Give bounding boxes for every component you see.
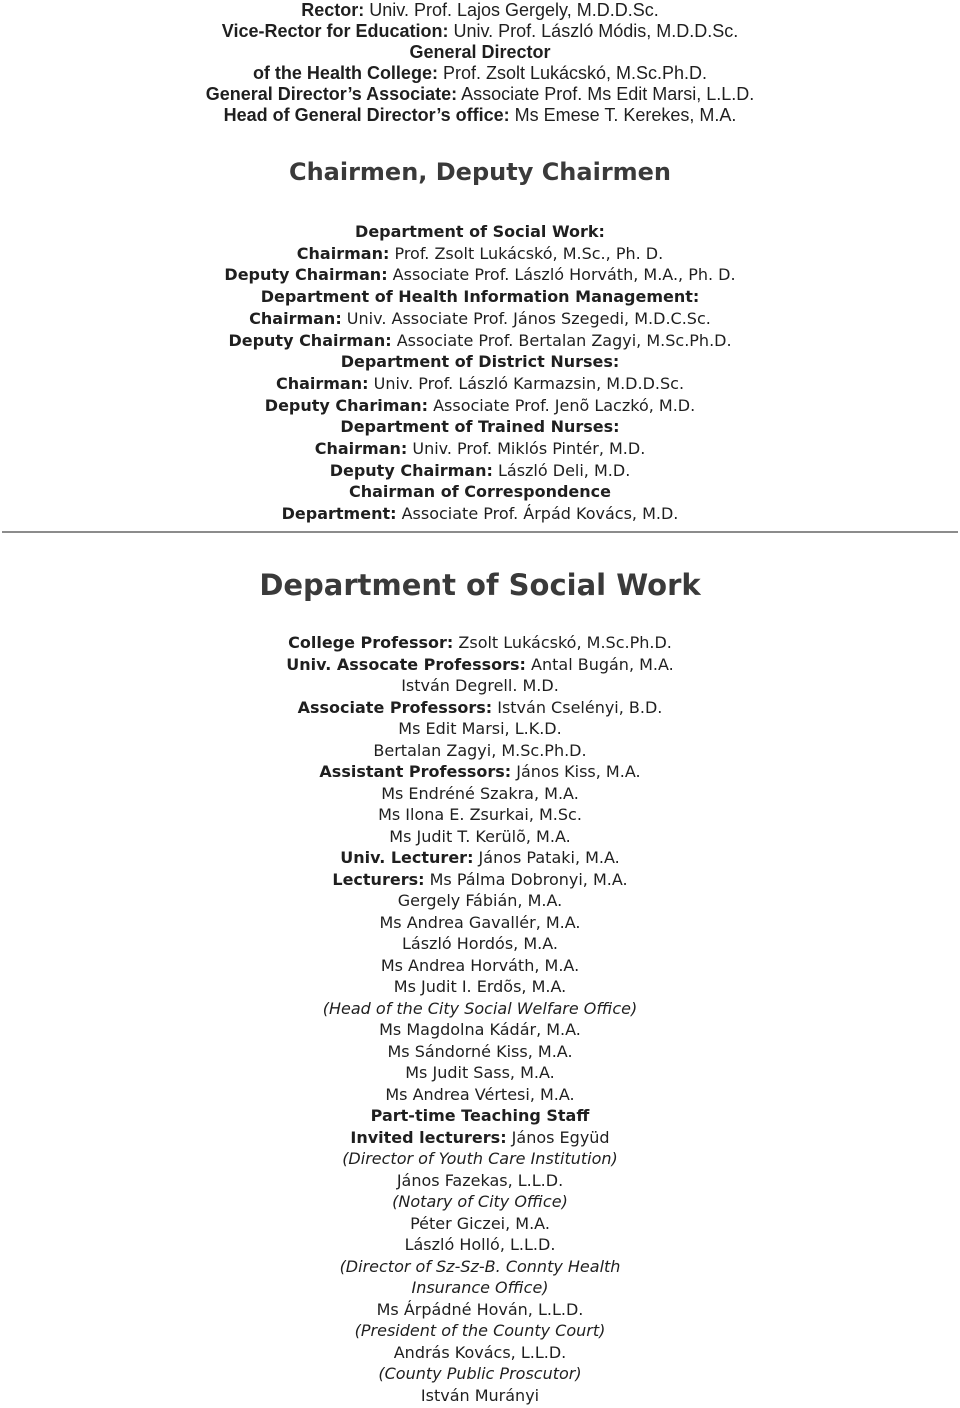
- chairmen-line-text: Univ. Associate Prof. János Szegedi, M.D.C.Sc.: [341, 308, 711, 328]
- staff-line-label: Assistant Professors:: [319, 762, 512, 781]
- admin-line-text: Prof. Zsolt Lukácskó, M.Sc.Ph.D.: [437, 63, 708, 83]
- staff-line: [0, 912, 960, 934]
- staff-line: [0, 976, 960, 998]
- chairmen-line: [0, 503, 960, 525]
- admin-line-text: Associate Prof. Ms Edit Marsi, L.L.D.: [457, 84, 755, 104]
- staff-line-text: Antal Bugán, M.A.: [525, 654, 674, 674]
- staff-line: [0, 1277, 960, 1299]
- chairmen-line: [0, 264, 960, 286]
- staff-line-text: Ms Ilona E. Zsurkai, M.Sc.: [378, 805, 582, 824]
- staff-line: [0, 1105, 960, 1127]
- chairmen-line: [0, 351, 960, 373]
- admin-line-text: Univ. Prof. László Módis, M.D.D.Sc.: [448, 21, 739, 41]
- staff-line-text: István Cselényi, B.D.: [492, 697, 663, 717]
- department-title: Department of Social Work: [259, 568, 701, 602]
- staff-line: [0, 1148, 960, 1170]
- staff-line-text: László Hordós, M.A.: [402, 934, 558, 953]
- chairmen-line-label: Deputy Chairman:: [329, 460, 493, 480]
- chairmen-line-text: Associate Prof. Árpád Kovács, M.D.: [396, 504, 679, 524]
- chairmen-line-label: Department of Trained Nurses:: [340, 417, 620, 437]
- staff-line-text: Ms Judit I. Erdõs, M.A.: [393, 977, 567, 996]
- staff-line: [0, 826, 960, 848]
- chairmen-line-text: Univ. Prof. Miklós Pintér, M.D.: [407, 439, 646, 459]
- staff-line: [0, 783, 960, 805]
- chairmen-line: [0, 460, 960, 482]
- admin-line-text: Ms Emese T. Kerekes, M.A.: [509, 105, 737, 125]
- staff-line-note: (Notary of City Office): [392, 1192, 568, 1211]
- staff-line: [0, 740, 960, 762]
- staff-line-text: Ms Endréné Szakra, M.A.: [381, 783, 579, 803]
- admin-line: [0, 105, 960, 126]
- staff-line-text: Ms Pálma Dobronyi, M.A.: [424, 869, 628, 889]
- staff-line-note: (Director of Youth Care Institution): [342, 1149, 618, 1168]
- staff-line-note: (Head of the City Social Welfare Office): [322, 998, 638, 1018]
- staff-line-note: Insurance Office): [411, 1278, 549, 1297]
- chairmen-line-label: Department of Social Work:: [355, 222, 605, 241]
- admin-line-label: of the Health College:: [252, 63, 438, 83]
- admin-line: [0, 21, 960, 42]
- staff-line-note: (Director of Sz-Sz-B. Connty Health: [339, 1256, 621, 1276]
- staff-line-text: Ms Andrea Gavallér, M.A.: [379, 912, 581, 932]
- chairmen-line-text: Prof. Zsolt Lukácskó, M.Sc., Ph. D.: [389, 243, 664, 263]
- staff-line-text: István Murányi: [420, 1385, 540, 1405]
- chairmen-line-label: Deputy Chariman:: [264, 395, 428, 415]
- staff-line-text: Ms Sándorné Kiss, M.A.: [387, 1041, 573, 1061]
- chairmen-line-text: Univ. Prof. László Karmazsin, M.D.D.Sc.: [368, 373, 685, 393]
- staff-line: [0, 675, 960, 697]
- chairmen-line-label: Department of Health Information Management:: [260, 287, 700, 307]
- chairmen-line: [0, 286, 960, 308]
- chairmen-line-text: Associate Prof. Bertalan Zagyi, M.Sc.Ph.D.: [391, 330, 732, 350]
- staff-line-label: Associate Professors:: [297, 697, 493, 717]
- chairmen-line: [0, 416, 960, 438]
- chairmen-line-text: Associate Prof. László Horváth, M.A., Ph. D.: [387, 265, 736, 285]
- staff-line-text: Ms Judit T. Kerülõ, M.A.: [389, 826, 571, 846]
- staff-line: [0, 1127, 960, 1149]
- staff-line: [0, 1019, 960, 1041]
- admin-line: [0, 84, 960, 105]
- staff-line-label: College Professor:: [288, 633, 454, 652]
- staff-line: [0, 1385, 960, 1407]
- chairmen-list: [0, 221, 960, 525]
- staff-line-text: Ms Árpádné Hován, L.L.D.: [376, 1299, 584, 1319]
- staff-line: [0, 933, 960, 955]
- chairmen-line: [0, 221, 960, 243]
- staff-line-label: Lecturers:: [332, 869, 425, 889]
- staff-line: [0, 1041, 960, 1063]
- admin-line: [0, 63, 960, 84]
- staff-line-text: János Pataki, M.A.: [473, 848, 620, 867]
- staff-line-text: Ms Andrea Vértesi, M.A.: [385, 1084, 575, 1104]
- staff-line: [0, 1084, 960, 1106]
- admin-line-label: Vice-Rector for Education:: [221, 21, 449, 41]
- chairmen-line: [0, 330, 960, 352]
- staff-line: [0, 1191, 960, 1213]
- staff-line-text: István Degrell. M.D.: [401, 676, 559, 695]
- staff-line-text: Péter Giczei, M.A.: [410, 1213, 550, 1233]
- staff-line: [0, 847, 960, 869]
- chairmen-line: [0, 395, 960, 417]
- staff-line: [0, 804, 960, 826]
- staff-line: [0, 1342, 960, 1364]
- chairmen-line: [0, 481, 960, 503]
- staff-list: [0, 632, 960, 1406]
- chairmen-line-label: Chairman:: [296, 243, 390, 263]
- chairmen-line-text: Associate Prof. Jenõ Laczkó, M.D.: [427, 395, 696, 415]
- chairmen-line: [0, 243, 960, 265]
- staff-line: [0, 1320, 960, 1342]
- staff-line-text: Ms Edit Marsi, L.K.D.: [398, 719, 562, 738]
- staff-line-text: Bertalan Zagyi, M.Sc.Ph.D.: [373, 740, 587, 760]
- staff-line: [0, 1363, 960, 1385]
- chairmen-line: [0, 438, 960, 460]
- staff-line-text: János Fazekas, L.L.D.: [396, 1170, 564, 1190]
- staff-line: [0, 998, 960, 1020]
- staff-line-text: András Kovács, L.L.D.: [393, 1342, 567, 1362]
- staff-line: [0, 890, 960, 912]
- admin-line-label: Head of General Director’s office:: [223, 105, 510, 125]
- staff-line-label: Univ. Assocate Professors:: [286, 654, 526, 674]
- administration-list: [0, 0, 960, 126]
- staff-line: [0, 1256, 960, 1278]
- staff-line-note: (County Public Proscutor): [378, 1364, 582, 1383]
- staff-line-label: Univ. Lecturer:: [340, 848, 474, 867]
- admin-line-label: Rector:: [301, 0, 365, 20]
- chairmen-line-label: Deputy Chairman:: [224, 265, 388, 285]
- chairmen-line-label: Chairman:: [314, 439, 408, 459]
- chairmen-line-label: Chairman:: [275, 373, 369, 393]
- staff-line: [0, 1170, 960, 1192]
- staff-line-text: Ms Magdolna Kádár, M.A.: [379, 1020, 581, 1039]
- staff-line: [0, 697, 960, 719]
- staff-line: [0, 1234, 960, 1256]
- admin-line: [0, 42, 960, 63]
- admin-line: [0, 0, 960, 21]
- chairmen-line-label: Chairman:: [249, 308, 342, 328]
- staff-line-label: Part-time Teaching Staff: [370, 1106, 590, 1125]
- staff-line-text: Gergely Fábián, M.A.: [397, 891, 563, 910]
- chairmen-line-label: Department of District Nurses:: [340, 352, 620, 372]
- admin-line-text: Univ. Prof. Lajos Gergely, M.D.D.Sc.: [364, 0, 659, 20]
- chairmen-heading: Chairmen, Deputy Chairmen: [288, 158, 672, 186]
- staff-line: [0, 654, 960, 676]
- admin-line-label: General Director: [409, 42, 551, 62]
- staff-line-text: László Holló, L.L.D.: [404, 1235, 556, 1254]
- staff-line: [0, 761, 960, 783]
- chairmen-section: [0, 158, 960, 525]
- staff-line-note: (President of the County Court): [354, 1321, 606, 1340]
- staff-line: [0, 632, 960, 654]
- staff-line: [0, 1213, 960, 1235]
- chairmen-line-text: László Deli, M.D.: [492, 460, 631, 480]
- staff-line: [0, 1299, 960, 1321]
- chairmen-line: [0, 308, 960, 330]
- staff-line-text: Zsolt Lukácskó, M.Sc.Ph.D.: [453, 633, 672, 652]
- chairmen-line-label: Chairman of Correspondence: [348, 482, 611, 502]
- section-divider: [2, 531, 958, 533]
- staff-line: [0, 1062, 960, 1084]
- staff-line-label: Invited lecturers:: [350, 1127, 507, 1147]
- chairmen-line-label: Deputy Chairman:: [228, 330, 392, 350]
- staff-line-text: Ms Judit Sass, M.A.: [405, 1063, 555, 1082]
- staff-line-text: Ms Andrea Horváth, M.A.: [380, 955, 580, 975]
- admin-line-label: General Director’s Associate:: [205, 84, 458, 104]
- chairmen-line-label: Department:: [281, 504, 397, 524]
- staff-line-text: János Együd: [506, 1127, 610, 1147]
- chairmen-line: [0, 373, 960, 395]
- staff-line: [0, 718, 960, 740]
- staff-line: [0, 869, 960, 891]
- staff-line: [0, 955, 960, 977]
- staff-line-text: János Kiss, M.A.: [511, 762, 641, 781]
